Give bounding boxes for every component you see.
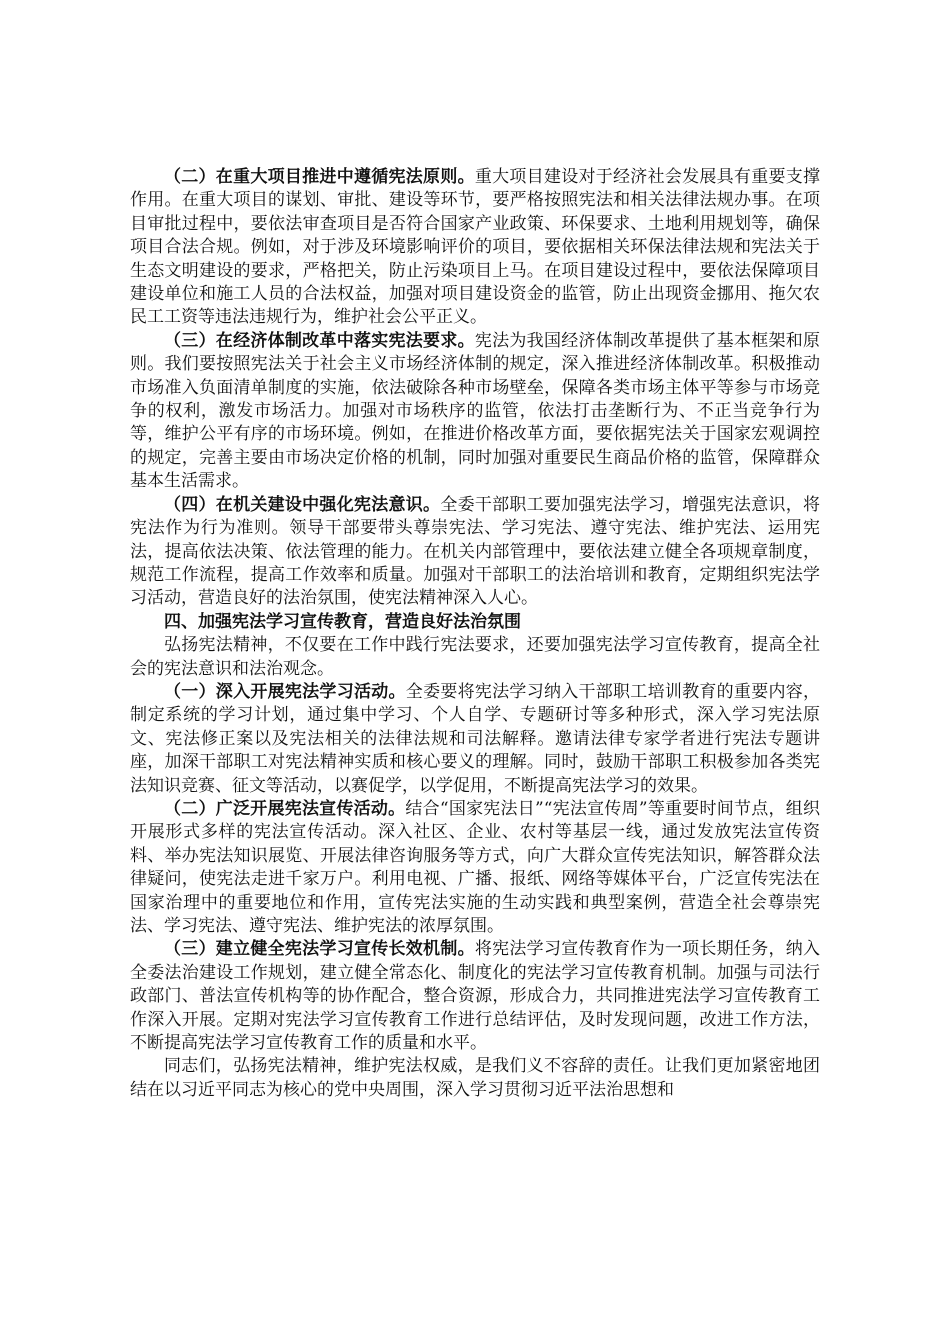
paragraph-publicity-activities: [130, 798, 820, 938]
paragraph-organ-building: [130, 494, 820, 611]
document-page: [130, 166, 820, 1102]
paragraph-lead: （三）建立健全宪法学习宣传长效机制。: [164, 939, 475, 960]
section-heading: 四、加强宪法学习宣传教育，营造良好法治氛围: [164, 611, 521, 632]
paragraph-lead: （一）深入开展宪法学习活动。: [164, 681, 406, 702]
paragraph-economic-reform: [130, 330, 820, 494]
paragraph-body: 将宪法学习宣传教育作为一项长期任务，纳入全委法治建设工作规划，建立健全常态化、制度化的宪法学习宣传教育机制。加强与司法行政部门、普法宣传机构等的协作配合，整合资源，形成合力，共同推进宪法学习宣传教育工作深入开展。定期对宪法学习宣传教育工作进行总结评估，及时发现问题，改进工作方法，不断提高宪法学习宣传教育工作的质量和水平。: [130, 939, 821, 1054]
paragraph-lead: （二）在重大项目推进中遵循宪法原则。: [164, 167, 475, 187]
section-intro: 弘扬宪法精神，不仅要在工作中践行宪法要求，还要加强宪法学习宣传教育，提高全社会的宪法意识和法治观念。: [130, 635, 820, 679]
paragraph-body: 重大项目建设对于经济社会发展具有重要支撑作用。在重大项目的谋划、审批、建设等环节，要严格按照宪法和相关法律法规办事。在项目审批过程中，要依法审查项目是否符合国家产业政策、环保要求、土地利用规划等，确保项目合法合规。例如，对于涉及环境影响评价的项目，要依据相关环保法律法规和宪法关于生态文明建设的要求，严格把关，防止污染项目上马。在项目建设过程中，要依法保障项目建设单位和施工人员的合法权益，加强对项目建设资金的监管，防止出现资金挪用、拖欠农民工工资等违法违规行为，维护社会公平正义。: [130, 167, 821, 328]
paragraph-body: 全委干部职工要加强宪法学习，增强宪法意识，将宪法作为行为准则。领导干部要带头尊崇宪法、学习宪法、遵守宪法、维护宪法、运用宪法，提高依法决策、依法管理的能力。在机关内部管理中，要依法建立健全各项规章制度，规范工作流程，提高工作效率和质量。加强对干部职工的法治培训和教育，定期组织宪法学习活动，营造良好的法治氛围，使宪法精神深入人心。: [130, 494, 821, 609]
closing-paragraph: 同志们，弘扬宪法精神，维护宪法权威，是我们义不容辞的责任。让我们更加紧密地团结在以习近平同志为核心的党中央周围，深入学习贯彻习近平法治思想和: [130, 1056, 820, 1100]
paragraph-lead: （三）在经济体制改革中落实宪法要求。: [164, 330, 475, 351]
paragraph-long-term-mechanism: [130, 938, 820, 1055]
paragraph-body: 全委要将宪法学习纳入干部职工培训教育的重要内容，制定系统的学习计划，通过集中学习、个人自学、专题研讨等多种形式，深入学习宪法原文、宪法修正案以及宪法相关的法律法规和司法解释。邀请法律专家学者进行宪法专题讲座，加深干部职工对宪法精神实质和核心要义的理解。同时，鼓励干部职工积极参加各类宪法知识竞赛、征文等活动，以赛促学，以学促用，不断提高宪法学习的效果。: [130, 681, 821, 796]
paragraph-study-activities: [130, 681, 820, 798]
paragraph-body: 宪法为我国经济体制改革提供了基本框架和原则。我们要按照宪法关于社会主义市场经济体制的规定，深入推进经济体制改革。积极推动市场准入负面清单制度的实施，依法破除各种市场壁垒，保障各类市场主体平等参与市场竞争的权利，激发市场活力。加强对市场秩序的监管，依法打击垄断行为、不正当竞争行为等，维护公平有序的市场环境。例如，在推进价格改革方面，要依据宪法关于国家宏观调控的规定，完善主要由市场决定价格的机制，同时加强对重要民生商品价格的监管，保障群众基本生活需求。: [130, 330, 821, 492]
paragraph-lead: （四）在机关建设中强化宪法意识。: [164, 494, 441, 515]
paragraph-body: 结合“国家宪法日”“宪法宣传周”等重要时间节点，组织开展形式多样的宪法宣传活动。深入社区、企业、农村等基层一线，通过发放宪法宣传资料、举办宪法知识展览、开展法律咨询服务等方式，向广大群众宣传宪法知识，解答群众法律疑问，使宪法走进千家万户。利用电视、广播、报纸、网络等媒体平台，广泛宣传宪法在国家治理中的重要地位和作用，宣传宪法实施的生动实践和典型案例，营造全社会尊崇宪法、学习宪法、遵守宪法、维护宪法的浓厚氛围。: [130, 798, 821, 936]
paragraph-lead: （二）广泛开展宪法宣传活动。: [164, 798, 406, 819]
paragraph-major-projects: [130, 166, 820, 330]
